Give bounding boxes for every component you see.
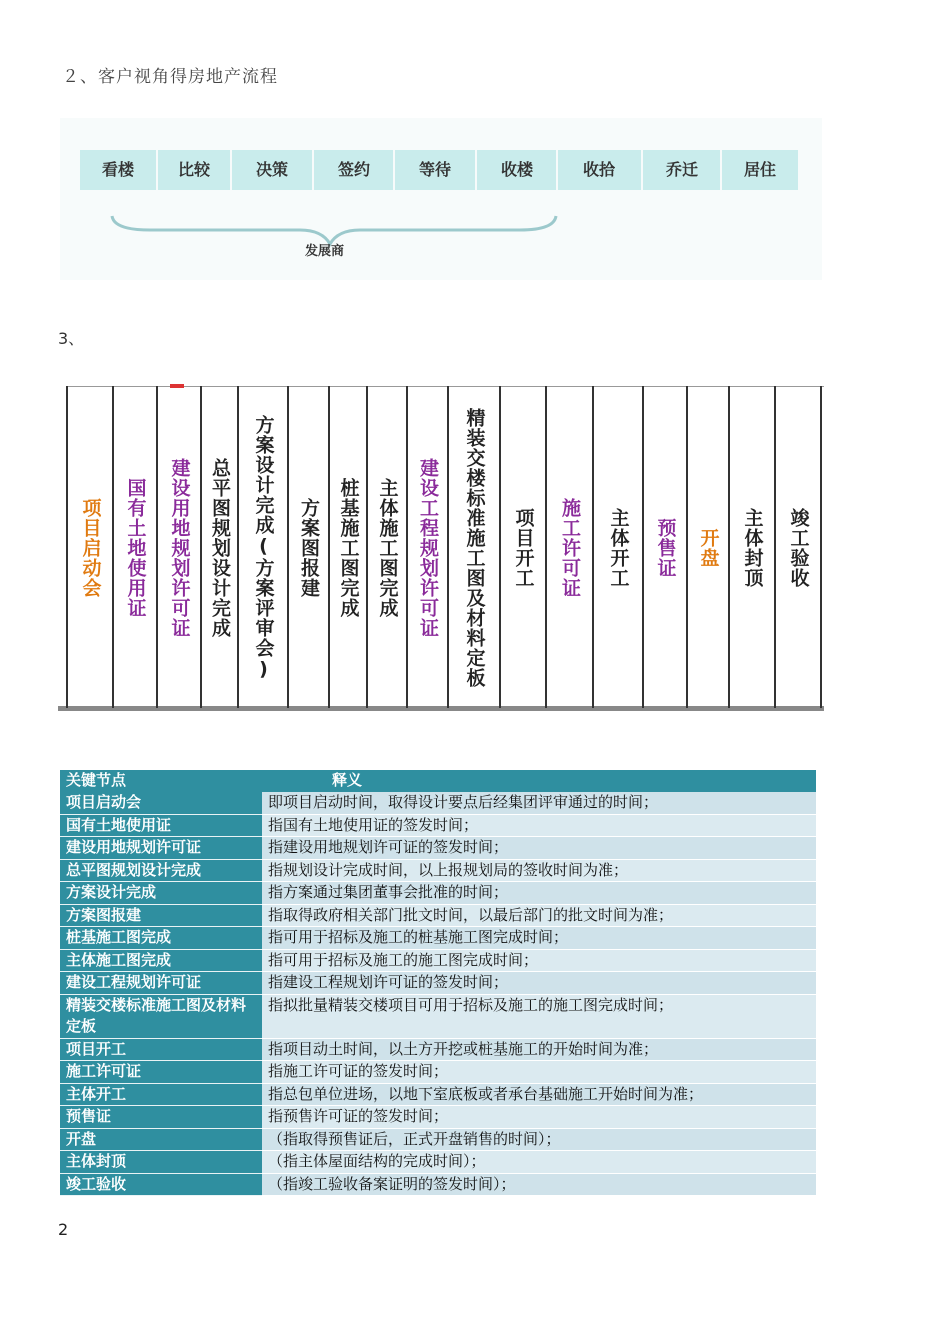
flow-step: 收拾 — [582, 160, 615, 179]
flow-step: 决策 — [255, 160, 288, 179]
key-node-cell: 项目开工 — [60, 1038, 262, 1061]
milestone-column — [368, 388, 406, 708]
milestone-column — [449, 388, 499, 708]
table-row — [60, 994, 816, 1038]
key-node-cell: 竣工验收 — [60, 1173, 262, 1196]
definition-cell: 指项目动土时间，以土方开挖或桩基施工的开始时间为准； — [262, 1038, 816, 1061]
page-number: 2 — [58, 1220, 69, 1239]
definition-cell: 指规划设计完成时间，以上报规划局的签收时间为准； — [262, 859, 816, 882]
table-row — [60, 1061, 816, 1084]
key-nodes-table — [60, 770, 816, 1196]
column-divider — [156, 386, 158, 708]
milestone-label: 国有土地使用证 — [124, 478, 147, 618]
table-row — [60, 1173, 816, 1196]
milestones-figure — [58, 384, 824, 714]
column-divider — [545, 386, 547, 708]
table-row — [60, 927, 816, 950]
milestone-label: 方案图报建 — [298, 498, 320, 598]
milestone-column — [289, 388, 328, 708]
flow-step: 乔迁 — [665, 160, 698, 179]
milestone-column — [501, 388, 545, 708]
milestone-column — [644, 388, 686, 708]
column-divider — [642, 386, 644, 708]
definition-cell: 指建设用地规划许可证的签发时间； — [262, 837, 816, 860]
developer-label: 发展商 — [305, 244, 345, 259]
column-divider — [447, 386, 449, 708]
column-divider — [112, 386, 114, 708]
definition-cell: 指总包单位进场，以地下室底板或者承台基础施工开始时间为准； — [262, 1083, 816, 1106]
table-row — [60, 1083, 816, 1106]
key-node-cell: 国有土地使用证 — [60, 814, 262, 837]
milestone-label: 项目启动会 — [79, 498, 102, 598]
brace-shape — [60, 118, 822, 280]
section-heading-3: 3、 — [58, 329, 85, 348]
milestone-column — [202, 388, 237, 708]
milestone-column — [330, 388, 366, 708]
table-row — [60, 1106, 816, 1129]
milestone-column — [594, 388, 642, 708]
column-divider — [820, 386, 822, 708]
milestone-label: 建设用地规划许可证 — [168, 458, 191, 638]
key-node-cell: 建设用地规划许可证 — [60, 837, 262, 860]
key-node-cell: 开盘 — [60, 1128, 262, 1151]
column-divider — [366, 386, 368, 708]
key-node-cell: 总平图规划设计完成 — [60, 859, 262, 882]
flow-step-separator — [393, 150, 395, 190]
milestone-column — [68, 388, 112, 708]
flow-step: 比较 — [177, 160, 210, 179]
flow-step-separator — [312, 150, 314, 190]
table-row — [60, 1128, 816, 1151]
flow-step-separator — [475, 150, 477, 190]
table-row — [60, 882, 816, 905]
milestone-column — [239, 388, 287, 708]
table-row — [60, 792, 816, 814]
milestone-label: 主体施工图完成 — [376, 478, 399, 618]
definition-cell: 指国有土地使用证的签发时间； — [262, 814, 816, 837]
key-node-cell: 主体施工图完成 — [60, 949, 262, 972]
definition-cell: 指施工许可证的签发时间； — [262, 1061, 816, 1084]
column-divider — [66, 386, 68, 708]
table-header-key-node: 关键节点 — [60, 770, 262, 792]
table-row — [60, 859, 816, 882]
key-node-cell: 桩基施工图完成 — [60, 927, 262, 950]
key-node-cell: 施工许可证 — [60, 1061, 262, 1084]
column-divider — [728, 386, 730, 708]
milestone-column — [158, 388, 200, 708]
key-node-cell: 建设工程规划许可证 — [60, 972, 262, 995]
column-divider — [200, 386, 202, 708]
table-row — [60, 949, 816, 972]
table-row — [60, 1038, 816, 1061]
milestone-column — [776, 388, 820, 708]
column-divider — [287, 386, 289, 708]
milestone-label: 竣工验收 — [787, 508, 810, 588]
flow-step: 签约 — [337, 160, 370, 179]
column-divider — [686, 386, 688, 708]
definition-cell: 指建设工程规划许可证的签发时间； — [262, 972, 816, 995]
column-divider — [592, 386, 594, 708]
table-row — [60, 814, 816, 837]
flow-step: 等待 — [418, 160, 451, 179]
section-heading-2: ２、客户视角得房地产流程 — [62, 67, 278, 87]
definition-cell: 即项目启动时间，取得设计要点后经集团评审通过的时间； — [262, 792, 816, 814]
flow-step: 居住 — [743, 160, 776, 179]
column-divider — [499, 386, 501, 708]
flow-step-separator — [556, 150, 558, 190]
key-node-cell: 主体开工 — [60, 1083, 262, 1106]
definition-cell: 指可用于招标及施工的施工图完成时间； — [262, 949, 816, 972]
definition-cell: （指竣工验收备案证明的签发时间）； — [262, 1173, 816, 1196]
definition-cell: （指取得预售证后，正式开盘销售的时间）； — [262, 1128, 816, 1151]
milestone-label: 总平图规划设计完成 — [209, 458, 231, 638]
column-divider — [237, 386, 239, 708]
flow-step: 收楼 — [500, 160, 533, 179]
milestone-label: 施工许可证 — [559, 498, 581, 598]
milestone-label: 项目开工 — [512, 508, 535, 588]
milestone-column — [408, 388, 447, 708]
table-header-definition: 释义 — [262, 770, 816, 792]
table-row — [60, 904, 816, 927]
definition-cell: 指方案通过集团董事会批准的时间； — [262, 882, 816, 905]
definition-cell: 指预售许可证的签发时间； — [262, 1106, 816, 1129]
key-node-cell: 方案设计完成 — [60, 882, 262, 905]
definition-cell: 指拟批量精装交楼项目可用于招标及施工的施工图完成时间； — [262, 994, 816, 1038]
column-divider — [774, 386, 776, 708]
milestone-label: 方案设计完成(方案评审会) — [252, 415, 275, 681]
milestone-label: 桩基施工图完成 — [337, 478, 360, 618]
flow-step-separator — [641, 150, 643, 190]
milestone-column — [114, 388, 156, 708]
key-node-cell: 主体封顶 — [60, 1151, 262, 1174]
customer-flow-figure — [60, 118, 822, 280]
milestone-column — [547, 388, 592, 708]
table-row — [60, 1151, 816, 1174]
flow-step-separator — [156, 150, 158, 190]
table-row — [60, 837, 816, 860]
key-node-cell: 精装交楼标准施工图及材料定板 — [60, 994, 262, 1038]
milestone-label: 主体开工 — [607, 508, 630, 588]
milestone-label: 精装交楼标准施工图及材料定板 — [463, 408, 486, 688]
table-row — [60, 972, 816, 995]
flow-step: 看楼 — [101, 160, 134, 179]
key-node-cell: 预售证 — [60, 1106, 262, 1129]
milestone-label: 建设工程规划许可证 — [417, 458, 439, 638]
column-divider — [406, 386, 408, 708]
milestone-label: 主体封顶 — [741, 508, 764, 588]
key-node-cell: 方案图报建 — [60, 904, 262, 927]
column-divider — [328, 386, 330, 708]
definition-cell: （指主体屋面结构的完成时间）； — [262, 1151, 816, 1174]
milestone-label: 开盘 — [697, 528, 720, 568]
key-node-cell: 项目启动会 — [60, 792, 262, 814]
flow-step-separator — [230, 150, 232, 190]
definition-cell: 指取得政府相关部门批文时间，以最后部门的批文时间为准； — [262, 904, 816, 927]
flow-step-separator — [720, 150, 722, 190]
milestone-label: 预售证 — [654, 518, 677, 578]
milestone-column — [688, 388, 728, 708]
definition-cell: 指可用于招标及施工的桩基施工图完成时间； — [262, 927, 816, 950]
milestone-column — [730, 388, 774, 708]
